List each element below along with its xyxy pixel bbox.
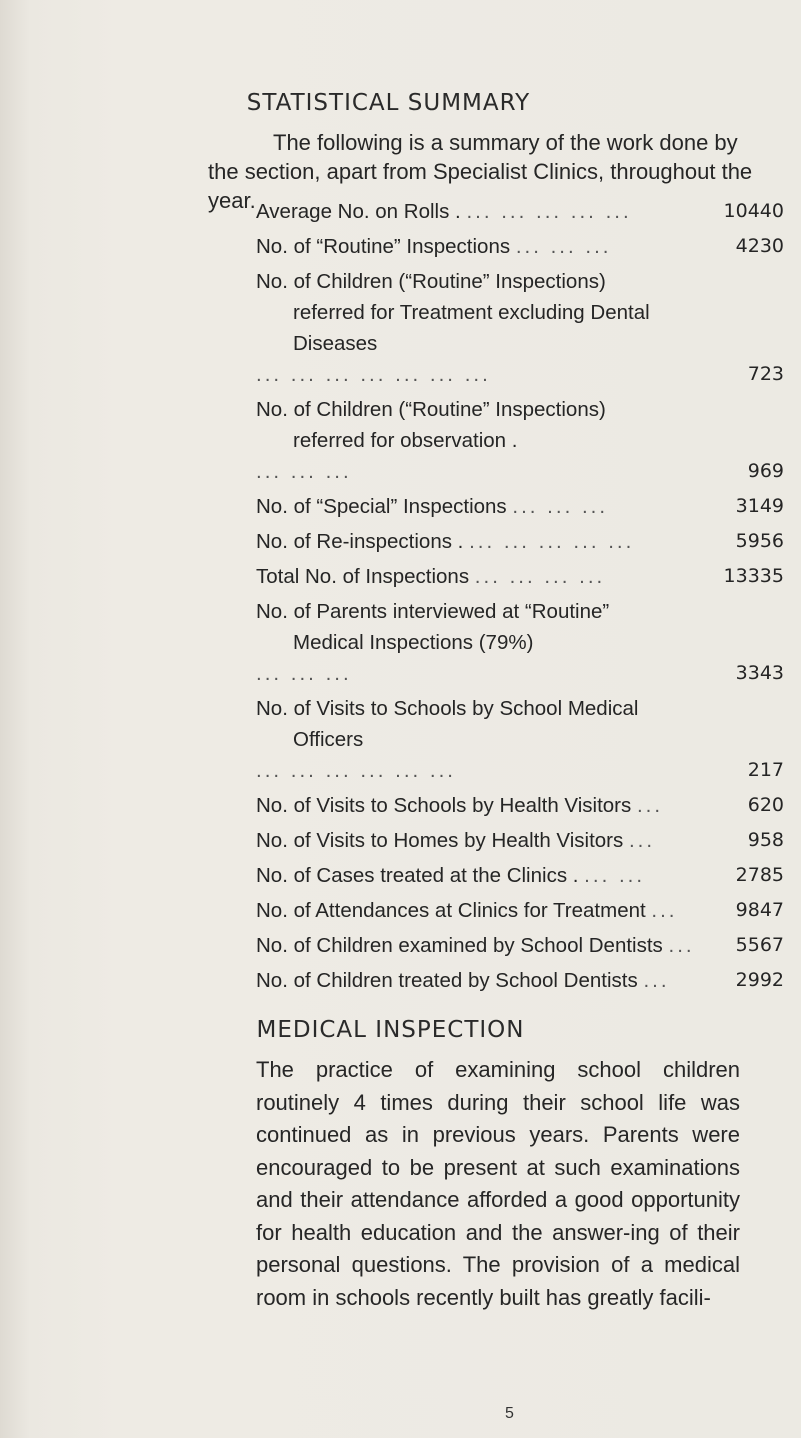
leader-dots: ... [668,934,695,957]
leader-dots: ... ... ... [256,662,352,685]
stat-value: 620 [747,794,784,816]
stat-row [256,895,786,926]
stat-label-line: No. of Children (“Routine” Inspections) [256,270,606,293]
intro-line: year. [208,188,256,213]
stat-label-line: No. of Children (“Routine” Inspections) [256,398,606,421]
stat-row [256,790,786,821]
stat-value: 217 [747,759,784,781]
stat-label-line: referred for observation . [293,429,518,452]
leader-dots: ... [628,829,656,852]
page-title: STATISTICAL SUMMARY [246,90,531,116]
stat-label-line: No. of Cases treated at the Clinics . [256,864,579,887]
stat-label-line: No. of “Routine” Inspections [256,235,511,258]
stat-label-line: Officers [293,728,364,751]
stat-value: 9847 [735,899,784,921]
stat-row [256,491,786,522]
stat-row [256,825,786,856]
leader-dots: ... [643,969,670,992]
stat-value: 4230 [735,235,784,257]
stat-value: 13335 [723,565,784,587]
stat-value: 5956 [735,530,784,552]
stat-label-line: Medical Inspections (79%) [293,631,534,654]
stat-value: 5567 [735,934,784,956]
stat-row [256,196,786,227]
leader-dots: ... ... ... ... ... ... [256,759,456,782]
section-heading: MEDICAL INSPECTION [256,1017,525,1043]
leader-dots: ... ... ... [512,495,609,518]
stat-row [256,561,786,592]
stat-row [256,231,786,262]
stat-row [256,266,786,390]
section-paragraph: The practice of examining school children routinely 4 times during their school life was continued as in previous years. Parents were encouraged to be present at such examinations and their attendance afforded a good opportunity for health education and the answer-ing of their personal questions. The provision of a medical room in schools recently built has greatly facili- [256,1057,740,1310]
leader-dots: ... ... ... [256,460,352,483]
stat-label-line: No. of Parents interviewed at “Routine” [256,600,610,623]
leader-dots: ... ... ... ... [474,565,606,588]
stat-label-line: No. of “Special” Inspections [256,495,507,518]
stat-label-line: referred for Treatment excluding Dental [293,301,650,324]
stat-label-line: No. of Children treated by School Dentists [256,969,638,992]
stat-row [256,965,786,996]
stat-value: 2992 [735,969,784,991]
intro-line: The following is a summary of the work done by [273,130,738,155]
stat-label-line: No. of Re-inspections . [256,530,464,553]
intro-line: the section, apart from Specialist Clinics, throughout the [208,159,753,184]
stat-value: 3343 [735,662,784,684]
leader-dots: ... [651,899,678,922]
stat-label-line: No. of Visits to Homes by Health Visitors [256,829,624,852]
stat-label-line: No. of Children examined by School Dentists [256,934,663,957]
stat-label-line: Average No. on Rolls . [256,200,461,223]
leader-dots: ... ... [584,864,646,887]
stat-row [256,526,786,557]
stat-value: 2785 [735,864,784,886]
stat-label-line: Total No. of Inspections [256,565,470,588]
leader-dots: ... ... ... ... ... ... ... [256,363,491,386]
stat-row [256,930,786,961]
stat-value: 3149 [735,495,784,517]
stat-row [256,596,786,689]
leader-dots: ... ... ... [515,235,612,258]
stat-value: 958 [747,829,784,851]
stat-value: 969 [747,460,784,482]
leader-dots: ... ... ... ... ... [466,200,632,223]
stat-label-line: No. of Attendances at Clinics for Treatment [256,899,646,922]
stat-label-line: No. of Visits to Schools by Health Visitors [256,794,632,817]
stat-row [256,693,786,786]
stat-row [256,394,786,487]
stat-label-line: No. of Visits to Schools by School Medical [256,697,639,720]
stat-value: 10440 [723,200,784,222]
stat-value: 723 [747,363,784,385]
page-number: 5 [505,1405,514,1422]
statistics-list [256,196,786,1000]
leader-dots: ... [636,794,664,817]
stat-label-line: Diseases [293,332,378,355]
leader-dots: ... ... ... ... ... [469,530,635,553]
stat-row [256,860,786,891]
